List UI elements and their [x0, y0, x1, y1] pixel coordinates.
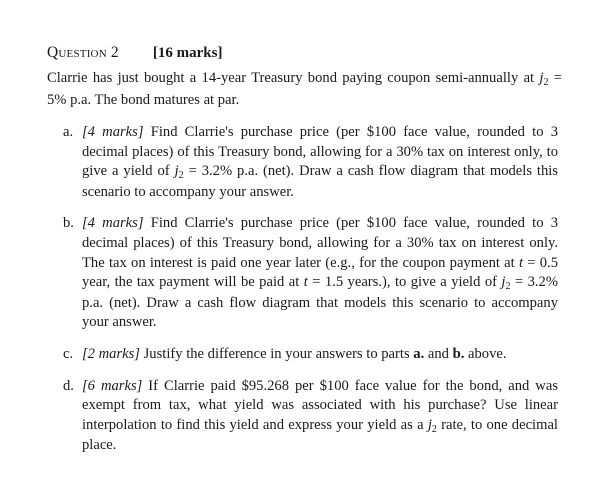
part-c-marks: [2 marks] — [82, 345, 140, 362]
part-b-t-variable-2: t — [303, 274, 308, 291]
intro-line-2-post: = 5% p.a. The bond matures at par. — [47, 70, 562, 108]
part-a — [47, 123, 558, 202]
part-a-text-post: = 3.2% p.a. (net). Draw a cash flow diagram that models this scenario to accompany your answer. — [82, 163, 558, 200]
part-c-text-1: Justify the difference in your answers to parts — [139, 345, 414, 362]
part-d-j-variable: j — [427, 416, 432, 433]
part-b-text-2: = 0.5 year, the tax payment will be paid at — [82, 254, 558, 291]
intro-j-variable: j — [539, 70, 544, 86]
part-c-ref-a: a. — [413, 345, 425, 362]
question-label: Question 2 — [47, 44, 119, 61]
part-a-text-pre: Find Clarrie's purchase price (per $100 face value, rounded to 3 decimal places) of this Treasury bond, allowing for a 30% tax on interest only, to give a yield of — [82, 124, 558, 180]
part-d — [47, 377, 558, 456]
part-a-label: a. — [63, 124, 74, 140]
part-b-marks: [4 marks] — [82, 215, 144, 232]
part-d-text-1: If Clarrie paid $95.268 per $100 face value for the bond, and was exempt from tax, what yield was associated with his purchase? Use linear interpolation to find this yield and express your yield as a — [82, 377, 558, 433]
question-intro — [47, 68, 562, 111]
part-a-j-variable: j — [174, 163, 179, 180]
part-b — [47, 214, 558, 333]
part-b-j-subscript: 2 — [505, 281, 511, 293]
intro-j-subscript: 2 — [543, 77, 549, 88]
part-c — [47, 345, 558, 365]
part-d-marks: [6 marks] — [82, 377, 143, 394]
question-page — [47, 44, 567, 468]
part-b-text-3: = 1.5 years.), to give a yield of — [307, 274, 502, 291]
part-c-text-3: above. — [464, 345, 507, 362]
part-a-marks: [4 marks] — [82, 124, 144, 140]
intro-line-1: Clarrie has just bought a 14-year Treasury bond paying coupon semi-annually — [47, 70, 519, 86]
part-c-ref-b: b. — [452, 345, 465, 362]
part-c-label: c. — [63, 345, 74, 362]
part-d-label: d. — [63, 377, 74, 394]
part-d-text-2: rate, to one decimal place. — [82, 416, 558, 454]
part-b-t-variable-1: t — [518, 254, 524, 271]
question-parts — [47, 123, 567, 456]
part-b-text-1: Find Clarrie's purchase price (per $100 face value, rounded to 3 decimal places) of this Treasury bond, allowing for a 30% tax on interest only. The tax on interest is paid one year later (e.g., for the coupon payment at — [82, 215, 558, 271]
intro-line-2-pre: at — [523, 70, 540, 86]
question-heading — [47, 44, 567, 66]
part-d-j-subscript: 2 — [431, 423, 437, 435]
part-b-text-4: = 3.2% p.a. (net). Draw a cash flow diagram that models this scenario to accompany your answer. — [82, 274, 558, 331]
part-b-label: b. — [63, 215, 74, 232]
part-a-j-subscript: 2 — [178, 170, 184, 182]
question-marks: [16 marks] — [152, 45, 223, 61]
part-b-j-variable: j — [501, 274, 506, 291]
part-c-text-2: and — [424, 345, 453, 362]
